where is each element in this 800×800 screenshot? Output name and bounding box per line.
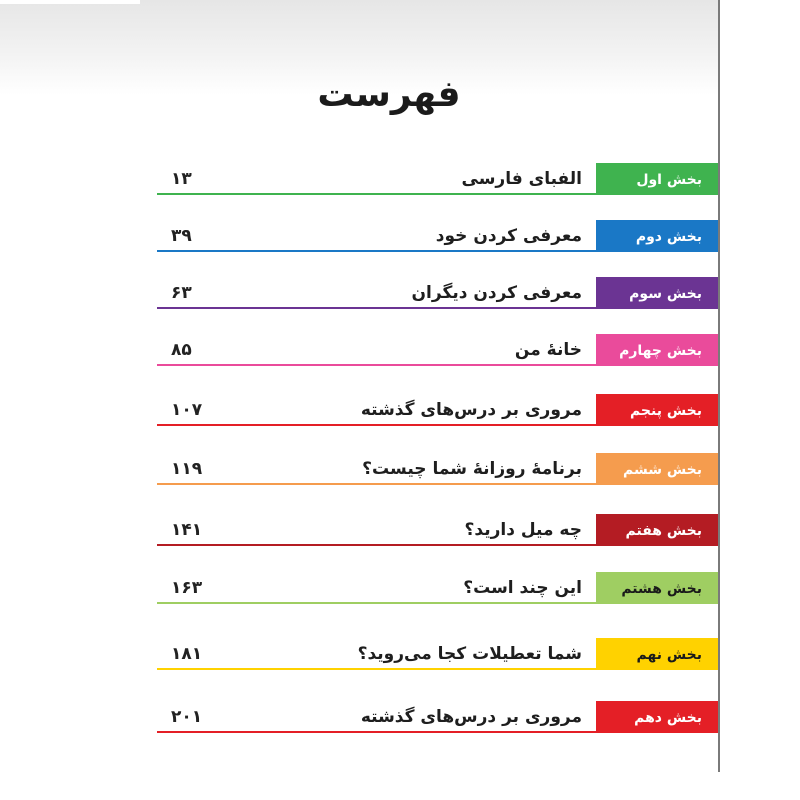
section-topic: معرفی کردن خود (435, 226, 582, 246)
section-topic: این چند است؟ (463, 578, 582, 598)
toc-row[interactable] (157, 630, 718, 670)
row-underline (157, 668, 718, 670)
page-number: ۱۴۱ (171, 520, 203, 540)
toc-row[interactable] (157, 326, 718, 366)
page-number: ۲۰۱ (171, 707, 203, 727)
section-topic: شما تعطیلات کجا می‌روید؟ (357, 644, 582, 664)
toc-row[interactable] (157, 506, 718, 546)
page-number: ۳۹ (171, 226, 192, 246)
page-number: ۱۸۱ (171, 644, 203, 664)
section-topic: مروری بر درس‌های گذشته (360, 707, 582, 727)
section-topic: معرفی کردن دیگران (411, 283, 582, 303)
top-edge-strip (0, 0, 140, 4)
page-number: ۱۰۷ (171, 400, 203, 420)
page-number: ۸۵ (171, 340, 192, 360)
page-number: ۶۳ (171, 283, 192, 303)
section-label: بخش هشتم (596, 572, 718, 602)
toc-row[interactable] (157, 155, 718, 195)
section-topic: خانهٔ من (514, 340, 582, 360)
section-topic: چه میل دارید؟ (464, 520, 582, 540)
section-label: بخش دهم (596, 701, 718, 731)
toc-row[interactable] (157, 693, 718, 733)
section-label: بخش پنجم (596, 394, 718, 424)
row-underline (157, 544, 718, 546)
row-underline (157, 731, 718, 733)
section-label: بخش نهم (596, 638, 718, 668)
section-label: بخش دوم (596, 220, 718, 250)
row-underline (157, 193, 718, 195)
section-label: بخش ششم (596, 453, 718, 483)
toc-row[interactable] (157, 269, 718, 309)
row-underline (157, 364, 718, 366)
row-underline (157, 424, 718, 426)
row-underline (157, 483, 718, 485)
section-topic: برنامهٔ روزانهٔ شما چیست؟ (362, 459, 582, 479)
row-underline (157, 307, 718, 309)
section-label: بخش سوم (596, 277, 718, 307)
row-underline (157, 602, 718, 604)
toc-row[interactable] (157, 564, 718, 604)
section-topic: الفبای فارسی (461, 169, 582, 189)
row-underline (157, 250, 718, 252)
page-number: ۱۱۹ (171, 459, 203, 479)
section-label: بخش اول (596, 163, 718, 193)
toc-row[interactable] (157, 386, 718, 426)
page-number: ۱۳ (171, 169, 192, 189)
section-topic: مروری بر درس‌های گذشته (360, 400, 582, 420)
page-title: فهرست (317, 74, 461, 115)
toc-row[interactable] (157, 212, 718, 252)
section-label: بخش هفتم (596, 514, 718, 544)
section-label: بخش چهارم (596, 334, 718, 364)
page-number: ۱۶۳ (171, 578, 203, 598)
toc-row[interactable] (157, 445, 718, 485)
